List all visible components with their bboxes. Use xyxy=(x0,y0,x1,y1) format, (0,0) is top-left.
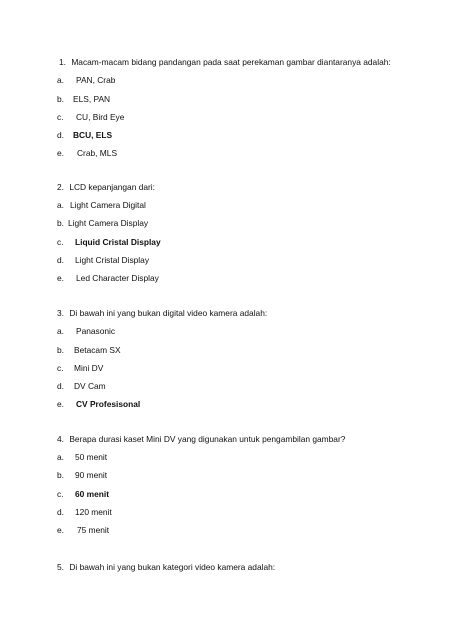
question-5 xyxy=(57,562,275,573)
question-1 xyxy=(59,57,391,68)
option-letter: d. xyxy=(57,130,64,140)
option-letter: b. xyxy=(57,94,64,104)
option-letter: e. xyxy=(57,148,64,158)
option-letter: c. xyxy=(57,489,64,499)
option-letter: a. xyxy=(57,452,64,462)
option-text: 50 menit xyxy=(75,452,108,462)
option-letter: a. xyxy=(57,200,64,210)
question-text: Berapa durasi kaset Mini DV yang digunakan untuk pengambilan gambar? xyxy=(69,434,346,444)
question-2 xyxy=(57,182,155,193)
option-text: PAN, Crab xyxy=(76,75,116,85)
option-text: Led Character Display xyxy=(76,273,159,283)
question-3 xyxy=(57,308,267,319)
option-letter: c. xyxy=(57,237,64,247)
option-letter: c. xyxy=(57,363,64,373)
question-text: Di bawah ini yang bukan digital video kamera adalah: xyxy=(69,308,268,318)
question-number: 3. xyxy=(57,308,64,318)
option-letter: b. xyxy=(57,218,64,228)
option-letter: d. xyxy=(57,507,64,517)
question-number: 1. xyxy=(59,57,66,67)
option-letter: e. xyxy=(57,399,64,409)
option-text: DV Cam xyxy=(74,381,106,391)
question-number: 4. xyxy=(57,434,64,444)
option-text: Betacam SX xyxy=(74,345,121,355)
option-text: 90 menit xyxy=(75,470,108,480)
question-number: 2. xyxy=(57,182,64,192)
option-text: 75 menit xyxy=(77,525,110,535)
option-letter: d. xyxy=(57,255,64,265)
question-text: Macam-macam bidang pandangan pada saat perekaman gambar diantaranya adalah: xyxy=(71,57,391,67)
option-text: BCU, ELS xyxy=(73,130,113,140)
option-text: Light Camera Digital xyxy=(70,200,146,210)
option-letter: d. xyxy=(57,381,64,391)
option-letter: c. xyxy=(57,112,64,122)
option-letter: b. xyxy=(57,345,64,355)
option-letter: a. xyxy=(57,326,64,336)
option-text: Crab, MLS xyxy=(77,148,118,158)
option-text: Mini DV xyxy=(74,363,104,373)
option-letter: e. xyxy=(57,273,64,283)
option-text: 60 menit xyxy=(75,489,109,499)
question-4 xyxy=(57,434,345,445)
question-number: 5. xyxy=(57,562,64,572)
question-text: Di bawah ini yang bukan kategori video kamera adalah: xyxy=(69,562,276,572)
option-text: Light Cristal Display xyxy=(75,255,150,265)
option-letter: a. xyxy=(57,75,64,85)
option-letter: e. xyxy=(57,525,64,535)
option-text: Panasonic xyxy=(76,326,116,336)
option-text: CU, Bird Eye xyxy=(76,112,125,122)
option-text: Liquid Cristal Display xyxy=(75,237,161,247)
option-text: CV Profesisonal xyxy=(76,399,141,409)
option-text: 120 menit xyxy=(75,507,112,517)
question-text: LCD kepanjangan dari: xyxy=(69,182,155,192)
option-text: ELS, PAN xyxy=(73,94,111,104)
option-letter: b. xyxy=(57,470,64,480)
option-text: Light Camera Display xyxy=(68,218,149,228)
